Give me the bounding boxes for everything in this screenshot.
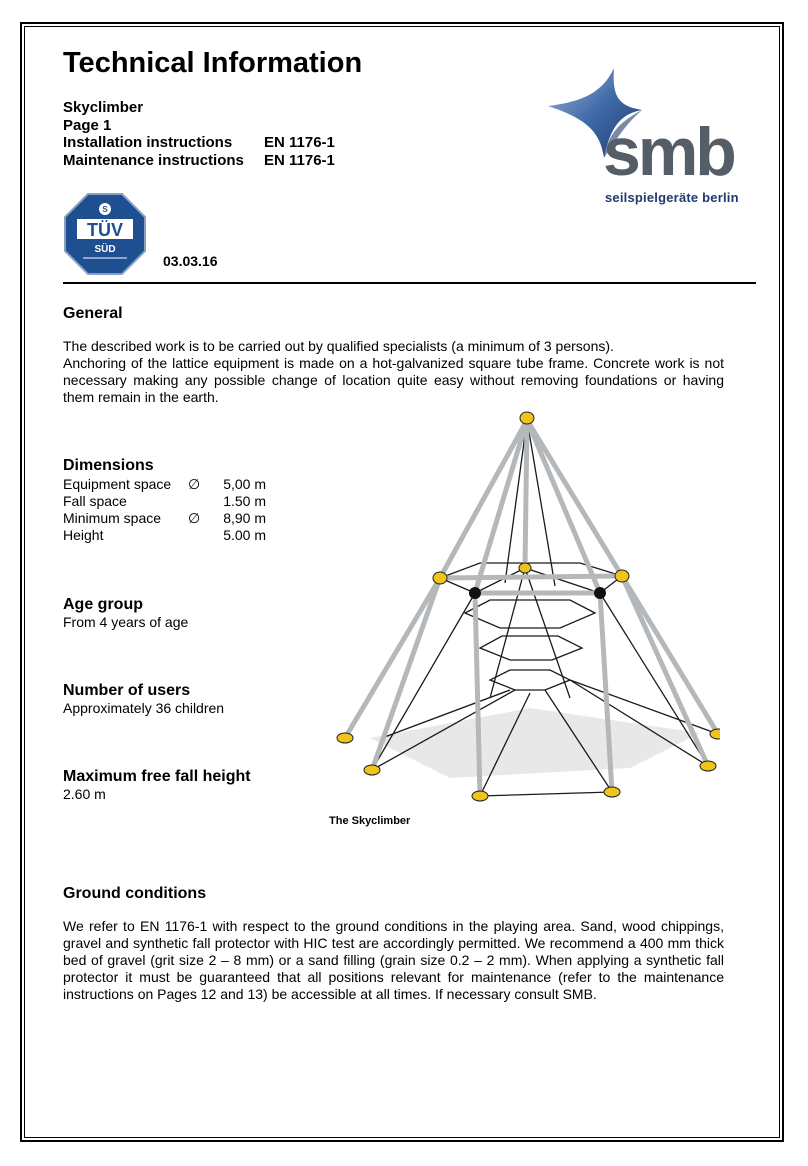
install-row: [63, 134, 335, 152]
dimension-label: Fall space: [63, 493, 127, 509]
diameter-symbol: ∅: [188, 476, 201, 492]
install-label: Installation instructions: [63, 134, 233, 151]
dimension-row: [63, 510, 266, 527]
page-number: Page 1: [63, 116, 112, 134]
users-value: Approximately 36 children: [63, 700, 225, 716]
dimension-row: [63, 527, 266, 544]
document-header: [63, 99, 335, 169]
age-group-value: From 4 years of age: [63, 614, 189, 630]
dimension-value: 5.00 m: [223, 527, 266, 543]
tuv-text: TÜV: [87, 220, 123, 240]
tuv-mark: S: [102, 205, 108, 214]
page-title: Technical Information: [63, 47, 363, 79]
fall-height-value: 2.60 m: [63, 786, 106, 802]
dimensions-heading: Dimensions: [63, 457, 154, 474]
dimension-label: Equipment space: [63, 476, 172, 492]
diameter-symbol: [188, 527, 204, 544]
skyclimber-illustration: [330, 408, 720, 804]
ground-conditions-text: We refer to EN 1176-1 with respect to the ground conditions in the playing area. Sand, wood chippings, gravel and synthetic fall protector with HIC test are accordingly permitted. We recommend a 400 mm thick bed of gravel (grit size 2 – 8 mm) or a sand filling (grain size 0.2 – 2 mm). When applying a synthetic fall protector it must be guaranteed that all positions relevant for maintenance (refer to the maintenance instructions on Pages 12 and 13) be accessible at all times. If necessary consult SMB.: [63, 918, 724, 1002]
general-line-2: Anchoring of the lattice equipment is made on a hot-galvanized square tube frame. Concrete work is not necessary making any possible change of location quite easy without removing foundations or having them remain in the earth.: [63, 355, 724, 405]
image-caption: The Skyclimber: [329, 815, 411, 827]
dimension-value: 5,00 m: [223, 476, 266, 492]
install-standard: EN 1176-1: [264, 134, 335, 151]
tuv-sub: SÜD: [94, 244, 116, 255]
general-heading: General: [63, 305, 123, 322]
smb-logo-text: smb: [603, 114, 734, 190]
general-text: [63, 338, 724, 406]
smb-logo-subtitle: seilspielgeräte berlin: [605, 190, 739, 205]
maint-label: Maintenance instructions: [63, 151, 244, 169]
maint-standard: EN 1176-1: [264, 151, 335, 169]
document-date: 03.03.16: [163, 253, 218, 269]
product-name: Skyclimber: [63, 99, 144, 116]
dimension-label: Minimum space: [63, 510, 162, 526]
header-divider: [63, 282, 756, 284]
diameter-symbol: [188, 493, 204, 510]
fall-height-heading: Maximum free fall height: [63, 768, 251, 785]
dimension-row: [63, 493, 266, 510]
tuv-certification-badge: [63, 192, 147, 276]
ground-conditions-heading: Ground conditions: [63, 885, 207, 902]
dimension-label: Height: [63, 527, 104, 543]
dimension-value: 8,90 m: [223, 510, 266, 526]
dimension-value: 1.50 m: [223, 493, 266, 509]
age-group-heading: Age group: [63, 596, 143, 613]
diameter-symbol: ∅: [188, 510, 201, 526]
general-line-1: The described work is to be carried out by qualified specialists (a minimum of 3 persons).: [63, 338, 614, 354]
dimensions-list: [63, 476, 266, 544]
dimension-row: [63, 476, 266, 493]
users-heading: Number of users: [63, 682, 191, 699]
maint-row: [63, 152, 335, 170]
